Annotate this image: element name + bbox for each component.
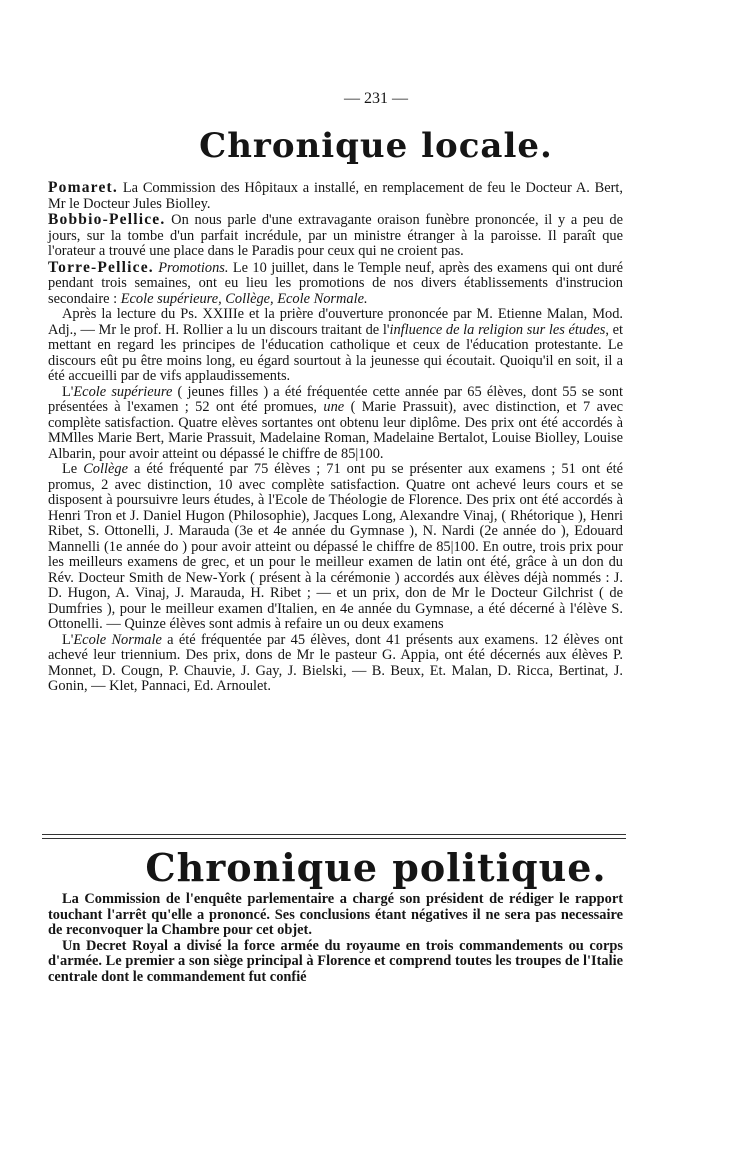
text-run: L' xyxy=(62,383,74,400)
torre-text: Le 10 juillet, dans le Temple neuf, après des examens qui ont duré pendant trois semaines, ont eu lieu les promotions de nos divers établissements d'instrucion secondaire : xyxy=(48,259,623,307)
page-number: — 231 — xyxy=(344,90,408,107)
text-run: a été fréquenté par 75 élèves ; 71 ont pu se présenter aux examens ; 51 ont été promus, 2 avec distinction, 10 avec complète satisfaction. Quatre ont achevé leurs cours et se disposent à poursuivre leurs études, à l'Ecole de Théologie de Florence. Des prix ont été accordés à Henri Tron et J. Daniel Hugon (Philosophie), Jacques Long, Alexandre Vinaj, ( Rhétorique ), Henri Ribet, S. Ottonelli, J. Marauda (3e et 4e année du Gymnase ), N. Nardi (2e année do ), Edouard Mannelli (1e année do ) pour avoir atteint ou dépassé le chiffre de 85|100. En outre, trois prix pour les meilleurs examens de grec, et un pour le meilleur examen de latin ont été, grâce à un don du Rév. Docteur Smith de New-York ( présent à la cérémonie ) accordés aux élèves déjà nommés : J. D. Hugon, A. Vinaj, J. Marauda, H. Ribet ; — et un prix, don de Mr le Docteur Gilchrist ( de Dumfries ), pour le meilleur examen d'Italien, en 4e année du Gymnase, a été décerné à l'élève S. Ottonelli. — Quinze élèves sont admis à refaire un ou deux examens xyxy=(48,461,623,632)
political-chronicle-title: Chronique politique. xyxy=(145,845,607,890)
school-name: Ecole Normale xyxy=(73,631,162,648)
emphasis: une xyxy=(323,399,345,415)
paragraph-enquete: La Commission de l'enquête parlementaire a chargé son président de rédiger le rapport touchant l'arrêt qu'elle a prononcé. Ses conclusions étant négatives il ne sera pas necessaire de reconvoquer la Chambre pour cet objet. xyxy=(48,891,623,938)
paragraph-ecole-superieure xyxy=(48,385,623,463)
text-run: Le xyxy=(62,461,78,477)
paragraph-ceremony xyxy=(48,307,623,385)
torre-entry xyxy=(48,260,623,308)
torre-heading: Promotions. xyxy=(158,259,229,276)
school-name: Collège xyxy=(83,461,128,477)
local-chronicle-title: Chronique locale. xyxy=(199,126,553,166)
place-name-torre: Torre-Pellice. xyxy=(48,258,154,276)
pomaret-entry xyxy=(48,180,623,212)
paragraph-college xyxy=(48,462,623,633)
text-run: ( Marie Prassuit), avec distinction, et 7 avec complète satisfaction. Quatre elèves sortantes ont obtenu leur diplôme. Des prix ont été accordés à MMlles Marie Bert, Marie Prassuit, Madelaine Roman, Madelaine Bertalot, Louise Biolley, Louise Albarin, pour avoir atteint ou dépassé le chiffre de 85|100. xyxy=(48,399,623,462)
section-divider-bottom xyxy=(42,838,626,839)
place-name-pomaret: Pomaret. xyxy=(48,179,118,196)
discourse-title: influence de la religion sur les études xyxy=(389,321,606,338)
pomaret-text: La Commission des Hôpitaux a installé, en remplacement de feu le Docteur A. Bert, Mr le Docteur Jules Biolley. xyxy=(48,180,623,212)
paragraph-ecole-normale xyxy=(48,633,623,695)
bobbio-entry xyxy=(48,212,623,260)
bobbio-text: On nous parle d'une extravagante oraison funèbre prononcée, il y a peu de jours, sur la tombe d'un parfait incrédule, par un ministre étranger à la paroisse. Il paraît que l'orateur a trouvé une place dans le Paradis pour ceux qui ne croient pas. xyxy=(48,212,623,259)
paragraph-decret: Un Decret Royal a divisé la force armée du royaume en trois commandements ou corps d'armée. Le premier a son siège principal à Florence et comprend toutes les troupes de l'Italie centrale dont le commandement fut confié xyxy=(48,937,623,985)
local-chronicle-body xyxy=(48,180,623,695)
school-name: Ecole supérieure xyxy=(73,383,173,400)
place-name-bobbio: Bobbio-Pellice. xyxy=(48,211,166,228)
section-divider-top xyxy=(42,834,626,835)
torre-schools: Ecole supérieure, Collège, Ecole Normale. xyxy=(120,290,368,307)
text-run: a été fréquentée par 45 élèves, dont 41 présents aux examens. 12 élèves ont achevé leur triennium. Des prix, dons de Mr le pasteur G. Appia, ont été décernés aux élèves P. Monnet, D. Cougn, P. Chauvie, J. Gay, J. Bielski, — B. Beux, Et. Malan, D. Ricca, Bertinat, J. Gonin, — Klet, Pannaci, Ed. Arnoulet. xyxy=(48,631,623,694)
political-chronicle-body xyxy=(48,892,623,985)
text-run: , et mettant en regard les principes de l'éducation catholique et ceux de l'éducation protestante. Le discours eût pu être moins long, eu égard sourtout à la jeunesse qui écoutait. Quoiqu'il en soit, il a été accueilli par de vifs applaudissements. xyxy=(48,321,623,384)
text-run: Après la lecture du Ps. XXIIIe et la prière d'ouverture prononcée par M. Etienne Malan, Mod. Adj., — Mr le prof. H. Rollier a lu un discours traitant de l' xyxy=(48,306,623,338)
text-run: L' xyxy=(62,631,74,648)
text-run: ( jeunes filles ) a été fréquentée cette année par 65 élèves, dont 55 se sont présentées à l'examen ; 52 ont été promues, xyxy=(48,383,624,415)
